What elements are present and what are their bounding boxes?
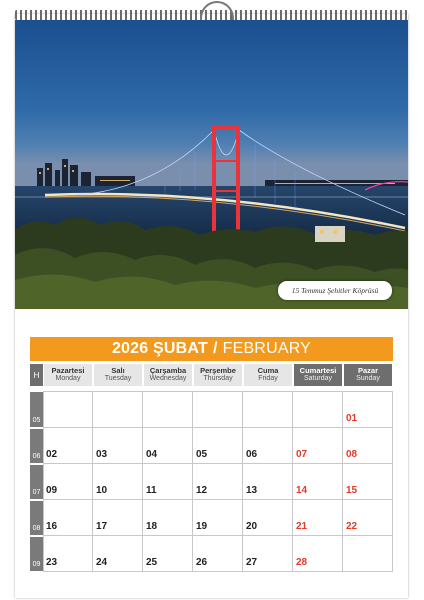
day-name-en: Saturday	[303, 375, 333, 383]
date-cell[interactable]: 10	[93, 464, 143, 500]
date-cell[interactable]: 18	[143, 500, 193, 536]
photo-caption: 15 Temmuz Şehitler Köprüsü	[278, 281, 392, 300]
day-name-tr: Pazartesi	[51, 366, 85, 376]
day-header	[94, 364, 142, 386]
week-number: 07	[30, 465, 43, 499]
bridge-photo	[15, 20, 408, 309]
date-cell[interactable]	[193, 391, 243, 428]
date-cell[interactable]: 17	[93, 500, 143, 536]
day-name-tr: Cuma	[257, 366, 279, 376]
date-cell[interactable]: 13	[243, 464, 293, 500]
date-cell[interactable]: 24	[93, 536, 143, 572]
day-name-en: Wednesday	[149, 375, 187, 383]
date-cell[interactable]: 09	[43, 464, 93, 500]
day-header	[294, 364, 342, 386]
day-header	[44, 364, 92, 386]
hanger-hook	[200, 1, 234, 21]
date-cell[interactable]: 14	[293, 464, 343, 500]
date-cell[interactable]: 12	[193, 464, 243, 500]
day-name-tr: Cumartesi	[299, 366, 337, 376]
date-cell[interactable]: 15	[343, 464, 393, 500]
date-cell[interactable]: 22	[343, 500, 393, 536]
day-name-en: Sunday	[356, 375, 380, 383]
date-cell[interactable]	[343, 536, 393, 572]
date-cell[interactable]: 19	[193, 500, 243, 536]
date-cell[interactable]: 28	[293, 536, 343, 572]
month-title	[30, 337, 393, 361]
date-cell[interactable]: 11	[143, 464, 193, 500]
week-number: 05	[30, 392, 43, 427]
day-name-tr: Çarşamba	[149, 366, 187, 376]
date-cell[interactable]	[293, 391, 343, 428]
day-name-en: Monday	[55, 375, 81, 383]
day-name-en: Tuesday	[104, 375, 132, 383]
day-header	[244, 364, 292, 386]
date-cell[interactable]: 27	[243, 536, 293, 572]
date-cell[interactable]: 23	[43, 536, 93, 572]
day-header	[144, 364, 192, 386]
date-cell[interactable]	[43, 391, 93, 428]
day-name-tr: Pazar	[357, 366, 378, 376]
date-cell[interactable]	[143, 391, 193, 428]
calendar-grid	[30, 391, 393, 572]
year-label: 2026	[111, 340, 149, 357]
date-cell[interactable]: 01	[343, 391, 393, 428]
week-number: 06	[30, 429, 43, 463]
date-cell[interactable]: 07	[293, 428, 343, 464]
date-cell[interactable]: 26	[193, 536, 243, 572]
date-cell[interactable]: 04	[143, 428, 193, 464]
week-number-header: H	[30, 364, 43, 386]
month-tr-label: ŞUBAT	[153, 340, 208, 357]
day-name-tr: Perşembe	[200, 366, 236, 376]
day-header	[194, 364, 242, 386]
date-cell[interactable]	[243, 391, 293, 428]
date-cell[interactable]: 25	[143, 536, 193, 572]
day-header	[344, 364, 392, 386]
week-number: 08	[30, 501, 43, 535]
month-en-label: FEBRUARY	[222, 340, 312, 357]
date-cell[interactable]: 21	[293, 500, 343, 536]
date-cell[interactable]: 16	[43, 500, 93, 536]
day-name-en: Friday	[258, 375, 278, 383]
date-cell[interactable]: 06	[243, 428, 293, 464]
month-separator: /	[212, 340, 218, 357]
date-cell[interactable]: 05	[193, 428, 243, 464]
week-number: 09	[30, 537, 43, 571]
date-cell[interactable]: 08	[343, 428, 393, 464]
date-cell[interactable]	[93, 391, 143, 428]
day-name-en: Thursday	[203, 375, 233, 383]
date-cell[interactable]: 02	[43, 428, 93, 464]
day-name-tr: Salı	[111, 366, 125, 376]
date-cell[interactable]: 20	[243, 500, 293, 536]
date-cell[interactable]: 03	[93, 428, 143, 464]
